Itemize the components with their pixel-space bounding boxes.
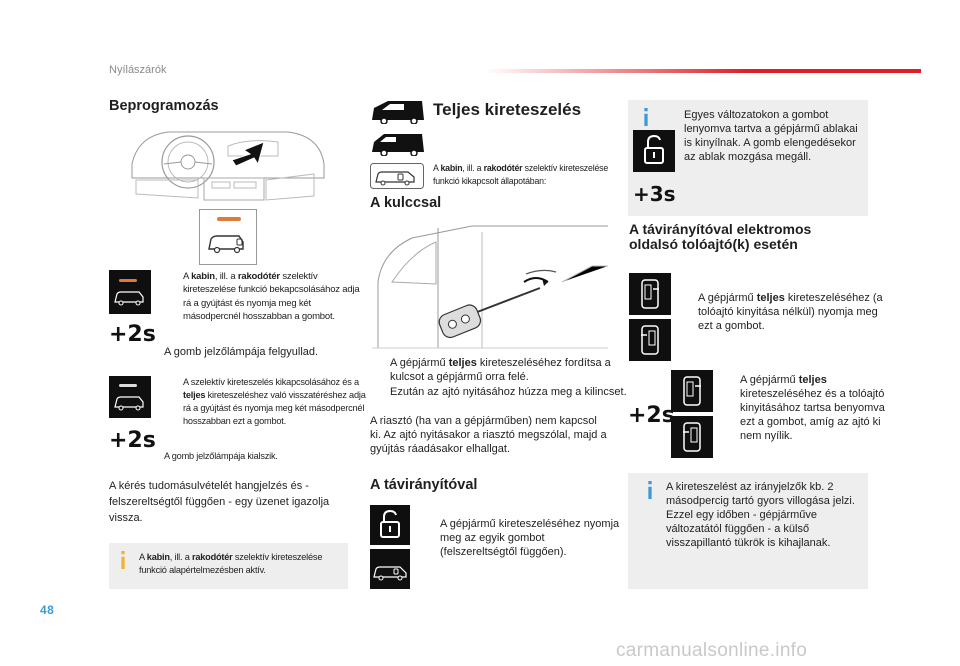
sliding-door-button-icon-alt — [671, 416, 713, 458]
info-icon — [641, 108, 651, 126]
sliding-door-button-icon-alt — [629, 319, 671, 361]
info-box-windows: +3s Egyes változatokon a gombot lenyomva tartva a gépjármű ablakai is kinyílnak. A gomb elengedésekor az ablak mozgása megáll. — [628, 100, 868, 216]
confirmation-text: A kérés tudomásulvételét hangjelzés és -felszereltségtől függően - egy üzenet igazolja vissza. — [109, 480, 330, 524]
button-van-icon — [370, 163, 424, 189]
header-accent-line — [485, 69, 921, 73]
section-title-with-remote: A távirányítóval — [370, 477, 478, 493]
section-title-full-unlock: Teljes kireteszelés — [433, 100, 582, 119]
dashboard-illustration — [128, 124, 328, 204]
unlock-button-icon — [370, 505, 410, 545]
led-off-note: A gomb jelzőlámpája kialszik. — [164, 451, 278, 461]
remote-step: A gépjármű kireteszeléséhez nyomja meg az egyik gombot (felszereltségtől függően). — [440, 518, 620, 558]
sliding-door-button-icon — [671, 370, 713, 412]
hold-3-seconds-icon: +3s — [633, 182, 676, 206]
section-header: Nyílászárók — [109, 64, 167, 76]
info-box-default: A kabin, ill. a rakodótér szelektív kireteszelése funkció alapértelmezésben aktív. — [109, 543, 348, 589]
section-title-programming: Beprogramozás — [109, 98, 219, 114]
button-led-on-icon — [109, 270, 151, 314]
section-title-with-key: A kulccsal — [370, 195, 442, 211]
hold-2-seconds-icon: +2s — [109, 322, 156, 347]
button-led-off-icon — [109, 376, 151, 418]
full-unlock-note: A kabin, ill. a rakodótér szelektív kireteszelése funkció kikapcsolt állapotában: — [433, 163, 609, 186]
sliding-door-step-1: A gépjármű teljes kireteszeléséhez (a tolóajtó kinyitása nélkül) nyomja meg ezt a gombot. — [698, 292, 883, 332]
alarm-note: A riasztó (ha van a gépjárműben) nem kapcsol ki. Az ajtó nyitásakor a riasztó megszólal, majd a gyújtás ráadásakor elhallgat. — [370, 415, 607, 455]
sliding-door-step-2: A gépjármű teljes kireteszeléséhez és a tolóajtó kinyitásához tartsa benyomva ezt a gombot, amíg az ajtó ki nem nyílik. — [740, 374, 885, 442]
section-title-electric-sliding-door: A távirányítóval elektromos oldalsó tolóajtó(k) esetén — [629, 221, 812, 252]
watermark: carmanualsonline.info — [616, 640, 808, 661]
van-side-icon — [370, 130, 426, 156]
info-box-indicators: A kireteszelést az irányjelzők kb. 2 másodpercig tartó gyors villogása jelzi. Ezzel egy időben - gépjárműve változatától függően - a külső visszapillantó tükrök is kihajlanak. — [628, 473, 868, 589]
van-unlock-button-icon — [370, 549, 410, 589]
programming-enable-instruction: A kabin, ill. a rakodótér szelektív kireteszelése funkció bekapcsolásához adja rá a gyújtást és nyomja meg két másodpercnél hosszabban a gombot. — [183, 271, 360, 323]
sliding-door-button-icon — [629, 273, 671, 315]
key-step-2: Ezután az ajtó nyitásához húzza meg a kilincset. — [390, 386, 627, 398]
key-step-1: A gépjármű teljes kireteszeléséhez fordítsa a kulcsot a gépjármű orra felé. — [390, 357, 611, 383]
selective-unlock-button-illustration — [199, 209, 257, 265]
van-front-icon — [370, 98, 426, 124]
programming-disable-instruction: A szelektív kireteszelés kikapcsolásához és a teljes kireteszeléshez való visszatéréshez adja rá a gyújtást és nyomja meg két másodpercnél hosszabban ezt a gombot. — [183, 377, 366, 426]
info-icon — [645, 481, 655, 499]
led-on-note: A gomb jelzőlámpája felgyullad. — [164, 346, 319, 358]
hold-2-seconds-icon: +2s — [628, 403, 675, 428]
info-icon — [118, 551, 128, 569]
hold-2-seconds-icon: +2s — [109, 428, 156, 453]
door-key-illustration — [372, 222, 608, 350]
page-number: 48 — [40, 603, 55, 617]
unlock-button-icon — [633, 130, 675, 172]
